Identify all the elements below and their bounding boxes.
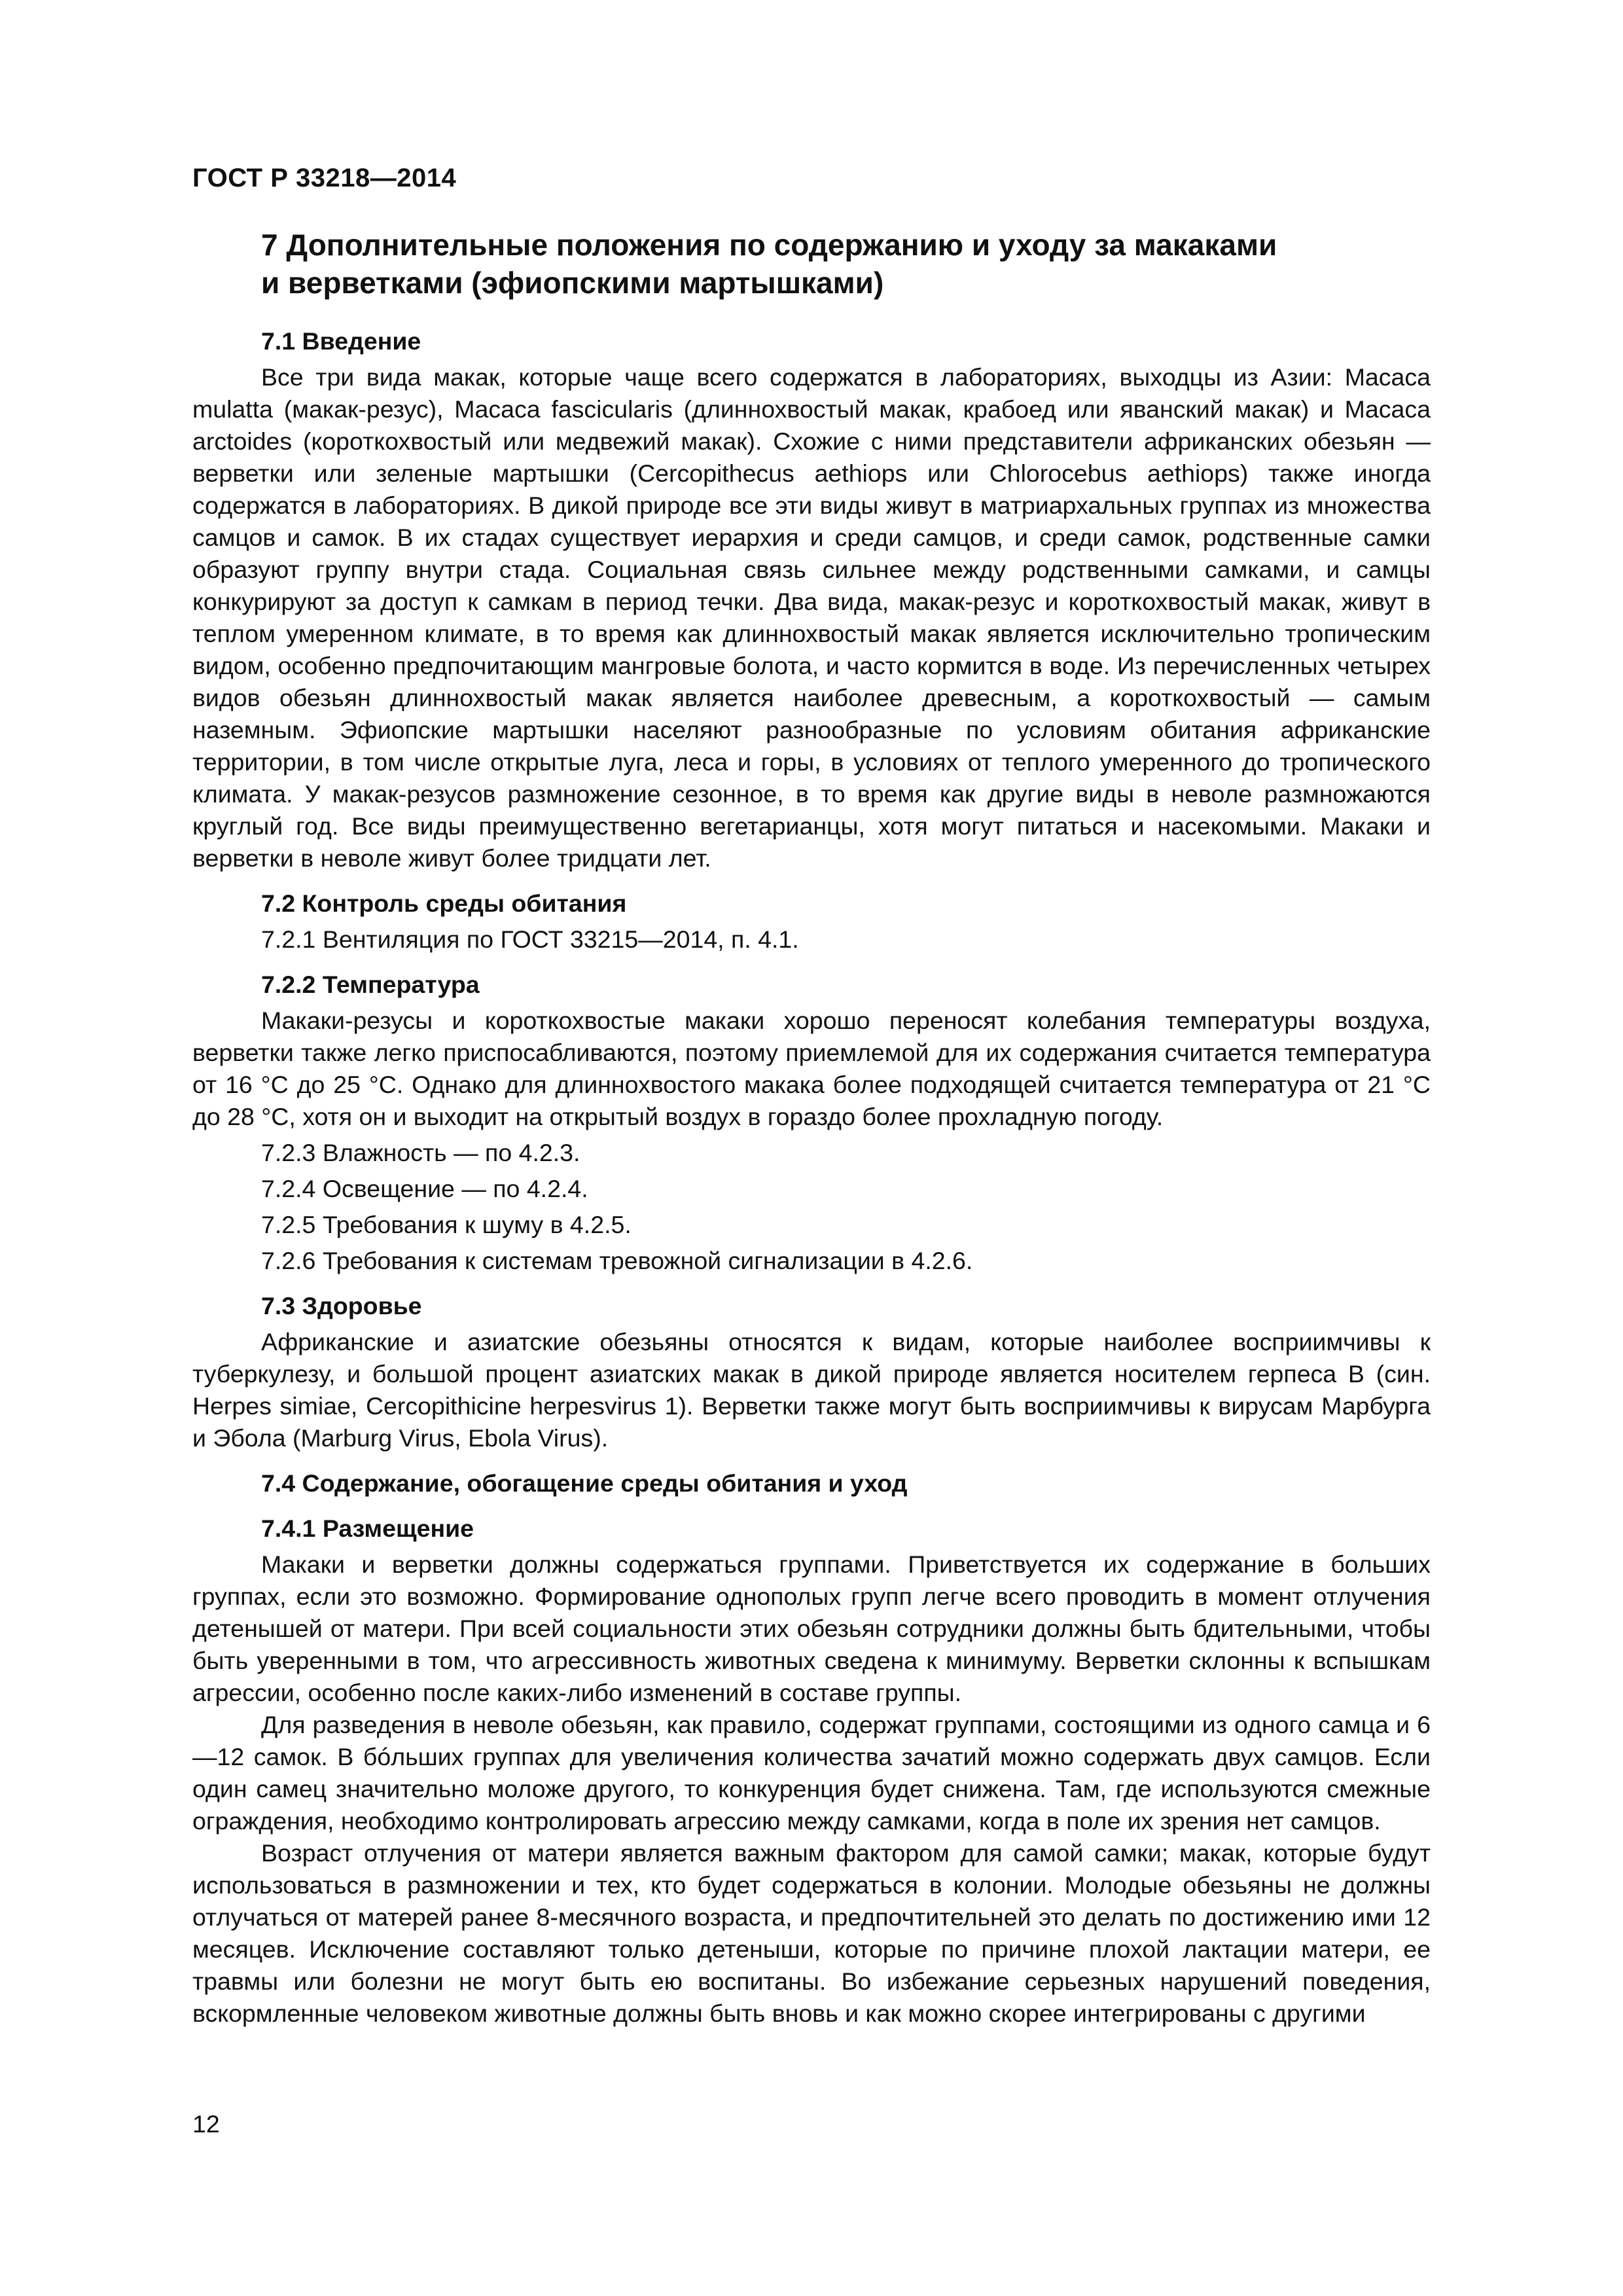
- item-7-2-3: 7.2.3 Влажность — по 4.2.3.: [261, 1139, 580, 1166]
- document-code-header: ГОСТ Р 33218—2014: [192, 164, 457, 192]
- section-title-line-2: и верветками (эфиопскими мартышками): [261, 266, 884, 300]
- paragraph-7-4-1-b: Для разведения в неволе обезьян, как правило, содержат группами, состоящими из одного самца и 6—12 самок. В бóльших группах для увеличения количества зачатий можно содержать двух самцов. Если один самец значительно моложе другого, то конкуренция будет снижена. Там, где используются смежные ограждения, необходимо контролировать агрессию между самками, когда в поле их зрения нет самцов.: [192, 1711, 1431, 1835]
- item-7-2-6: 7.2.6 Требования к системам тревожной сигнализации в 4.2.6.: [261, 1247, 973, 1274]
- paragraph-7-3: Африканские и азиатские обезьяны относятся к видам, которые наиболее восприимчивы к туберкулезу, и большой процент азиатских макак в дикой природе является носителем герпеса В (син. Herpes simiae, Cercopithicine herpesvirus 1). Верветки также могут быть восприимчивы к вирусам Марбурга и Эбола (Marburg Virus, Ebola Virus).: [192, 1328, 1431, 1452]
- page-number: 12: [192, 2110, 220, 2138]
- heading-7-4-1: 7.4.1 Размещение: [261, 1515, 474, 1542]
- item-7-2-4: 7.2.4 Освещение — по 4.2.4.: [261, 1175, 588, 1202]
- section-title-line-1: 7 Дополнительные положения по содержанию и уходу за макаками: [261, 228, 1277, 262]
- item-7-2-1: 7.2.1 Вентиляция по ГОСТ 33215—2014, п. 4.1.: [261, 925, 799, 953]
- heading-7-1: 7.1 Введение: [261, 327, 421, 355]
- heading-7-2: 7.2 Контроль среды обитания: [261, 889, 627, 917]
- paragraph-7-4-1-a: Макаки и верветки должны содержаться группами. Приветствуется их содержание в больших группах, если это возможно. Формирование однополых групп легче всего проводить в момент отлучения детенышей от матери. При всей социальности этих обезьян сотрудники должны быть бдительными, чтобы быть уверенными в том, что агрессивность животных сведена к минимуму. Верветки склонны к вспышкам агрессии, особенно после каких-либо изменений в составе группы.: [192, 1551, 1431, 1706]
- paragraph-7-2-2: Макаки-резусы и короткохвостые макаки хорошо переносят колебания температуры воздуха, верветки также легко приспосабливаются, поэтому приемлемой для их содержания считается температура от 16 °С до 25 °С. Однако для длиннохвостого макака более подходящей считается температура от 21 °С до 28 °С, хотя он и выходит на открытый воздух в гораздо более прохладную погоду.: [192, 1007, 1431, 1130]
- paragraph-7-1: Все три вида макак, которые чаще всего содержатся в лабораториях, выходцы из Азии: Macaca mulatta (макак-резус), Macaca fascicularis (длиннохвостый макак, крабоед или яванский макак) и Macaca arctoides (короткохвостый или медвежий макак). Схожие с ними представители африканских обезьян — верветки или зеленые мартышки (Cercopithecus aethiops или Chlorocebus aethiops) также иногда содержатся в лабораториях. В дикой природе все эти виды живут в матриархальных группах из множества самцов и самок. В их стадах существует иерархия и среди самцов, и среди самок, родственные самки образуют группу внутри стада. Социальная связь сильнее между родственными самками, и самцы конкурируют за доступ к самкам в период течки. Два вида, макак-резус и короткохвостый макак, живут в теплом умеренном климате, в то время как длиннохвостый макак является исключительно тропическим видом, особенно предпочитающим мангровые болота, и часто кормится в воде. Из перечисленных четырех видов обезьян длиннохвостый макак является наиболее древесным, а короткохвостый — самым наземным. Эфиопские мартышки населяют разнообразные по условиям обитания африканские территории, в том числе открытые луга, леса и горы, в условиях от теплого умеренного до тропического климата. У макак-резусов размножение сезонное, в то время как другие виды в неволе размножаются круглый год. Все виды преимущественно вегетарианцы, хотя могут питаться и насекомыми. Макаки и верветки в неволе живут более тридцати лет.: [192, 363, 1431, 872]
- heading-7-3: 7.3 Здоровье: [261, 1292, 422, 1319]
- item-7-2-5: 7.2.5 Требования к шуму в 4.2.5.: [261, 1211, 632, 1238]
- paragraph-7-4-1-c: Возраст отлучения от матери является важным фактором для самой самки; макак, которые будут использоваться в размножении и тех, кто будет содержаться в колонии. Молодые обезьяны не должны отлучаться от матерей ранее 8-месячного возраста, и предпочтительней это делать по достижению ими 12 месяцев. Исключение составляют только детеныши, которые по причине плохой лактации матери, ее травмы или болезни не могут быть ею воспитаны. Во избежание серьезных нарушений поведения, вскормленные человеком животные должны быть вновь и как можно скорее интегрированы с другими: [192, 1839, 1431, 2027]
- heading-7-2-2: 7.2.2 Температура: [261, 971, 480, 998]
- page-content: [192, 226, 1431, 2030]
- heading-7-4: 7.4 Содержание, обогащение среды обитания и уход: [261, 1469, 908, 1497]
- section-7-title: [192, 226, 1431, 302]
